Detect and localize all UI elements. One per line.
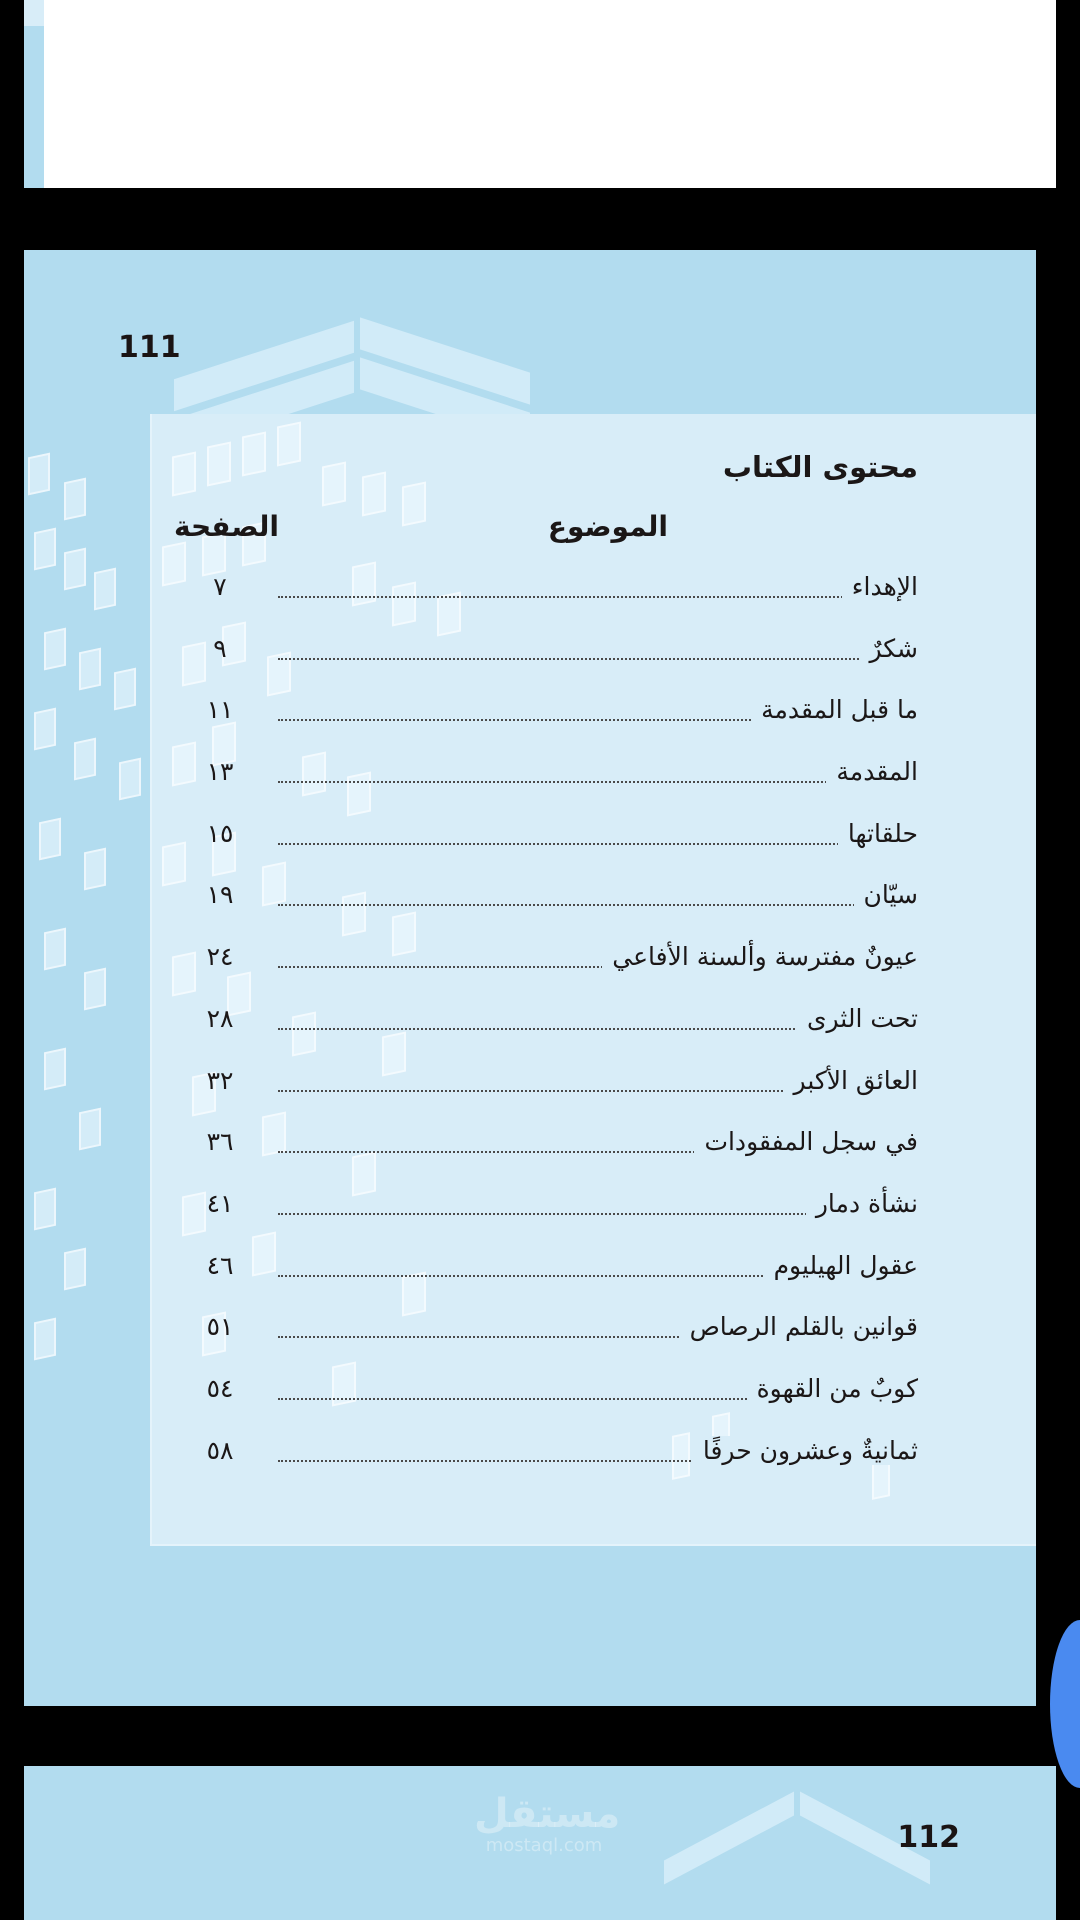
page-111 bbox=[24, 250, 1036, 1706]
toc-entry-page: ٣٢ bbox=[206, 1065, 234, 1095]
toc-entry[interactable] bbox=[174, 568, 918, 630]
dot-leader bbox=[278, 904, 918, 906]
toc-entry[interactable] bbox=[174, 1370, 918, 1432]
toc-entry-page: ٥٤ bbox=[206, 1373, 234, 1403]
toc-entry-page: ١٣ bbox=[206, 757, 234, 787]
toc-entry-page: ٩ bbox=[213, 633, 227, 663]
toc-entry-topic: شكرٌ bbox=[859, 634, 918, 663]
toc-entry-page: ٣٦ bbox=[206, 1127, 234, 1157]
toc-entry[interactable] bbox=[174, 1000, 918, 1062]
toc-entry[interactable] bbox=[174, 1185, 918, 1247]
roof-illustration bbox=[664, 1791, 794, 1884]
toc-entry-topic: سيّان bbox=[854, 880, 918, 909]
toc-entry-page: ٤١ bbox=[206, 1188, 234, 1218]
dot-leader bbox=[278, 658, 918, 660]
toc-entries bbox=[174, 568, 918, 1493]
watermark-arabic: مستقل bbox=[474, 1791, 621, 1837]
toc-entry[interactable] bbox=[174, 938, 918, 1000]
toc-entry[interactable] bbox=[174, 691, 918, 753]
toc-entry-topic: قوانين بالقلم الرصاص bbox=[680, 1312, 918, 1341]
page-edge bbox=[24, 0, 44, 188]
toc-entry-topic: المقدمة bbox=[826, 757, 918, 786]
toc-entry-topic: الإهداء bbox=[842, 572, 918, 601]
toc-entry[interactable] bbox=[174, 876, 918, 938]
toc-entry[interactable] bbox=[174, 1432, 918, 1494]
page-edge-highlight bbox=[24, 0, 44, 26]
scroll-handle[interactable] bbox=[1050, 1620, 1080, 1788]
previous-page bbox=[24, 0, 1056, 188]
toc-entry[interactable] bbox=[174, 1247, 918, 1309]
toc-entry-topic: ثمانيةٌ وعشرون حرفًا bbox=[693, 1436, 918, 1465]
toc-entry-page: ١٩ bbox=[206, 880, 234, 910]
toc-entry-topic: عيونٌ مفترسة وألسنة الأفاعي bbox=[602, 942, 918, 971]
toc-entry-page: ٢٤ bbox=[206, 942, 234, 972]
watermark-latin: mostaql.com bbox=[485, 1835, 603, 1856]
toc-title: محتوى الكتاب bbox=[722, 450, 918, 484]
column-header-topic: الموضوع bbox=[547, 510, 668, 543]
toc-entry-page: ١١ bbox=[206, 695, 234, 725]
toc-entry-topic: حلقاتها bbox=[838, 819, 918, 848]
toc-entry[interactable] bbox=[174, 815, 918, 877]
toc-entry-page: ٢٨ bbox=[206, 1003, 234, 1033]
page-112 bbox=[24, 1766, 1056, 1920]
toc-entry[interactable] bbox=[174, 1062, 918, 1124]
page-number: 111 bbox=[118, 330, 181, 365]
toc-entry-page: ٧ bbox=[213, 572, 227, 601]
toc-entry-topic: تحت الثرى bbox=[797, 1004, 918, 1033]
watermark-logo bbox=[474, 1791, 621, 1856]
toc-entry[interactable] bbox=[174, 753, 918, 815]
toc-entry[interactable] bbox=[174, 1123, 918, 1185]
toc-entry[interactable] bbox=[174, 630, 918, 692]
toc-entry-topic: العائق الأكبر bbox=[784, 1066, 918, 1095]
toc-entry-topic: ما قبل المقدمة bbox=[751, 695, 918, 724]
dot-leader bbox=[278, 843, 918, 845]
toc-entry-page: ٤٦ bbox=[206, 1250, 234, 1280]
toc-entry-page: ٥١ bbox=[206, 1312, 234, 1342]
toc-entry-topic: نشأة دمار bbox=[806, 1189, 918, 1218]
toc-entry-topic: في سجل المفقودات bbox=[694, 1127, 918, 1156]
toc-entry-topic: عقول الهيليوم bbox=[764, 1251, 918, 1280]
page-number: 112 bbox=[897, 1820, 960, 1855]
toc-entry[interactable] bbox=[174, 1308, 918, 1370]
toc-entry-page: ٥٨ bbox=[206, 1435, 234, 1465]
toc-entry-topic: كوبٌ من القهوة bbox=[747, 1374, 918, 1403]
toc-entry-page: ١٥ bbox=[206, 818, 234, 848]
dot-leader bbox=[278, 596, 918, 598]
column-header-page: الصفحة bbox=[174, 510, 280, 543]
